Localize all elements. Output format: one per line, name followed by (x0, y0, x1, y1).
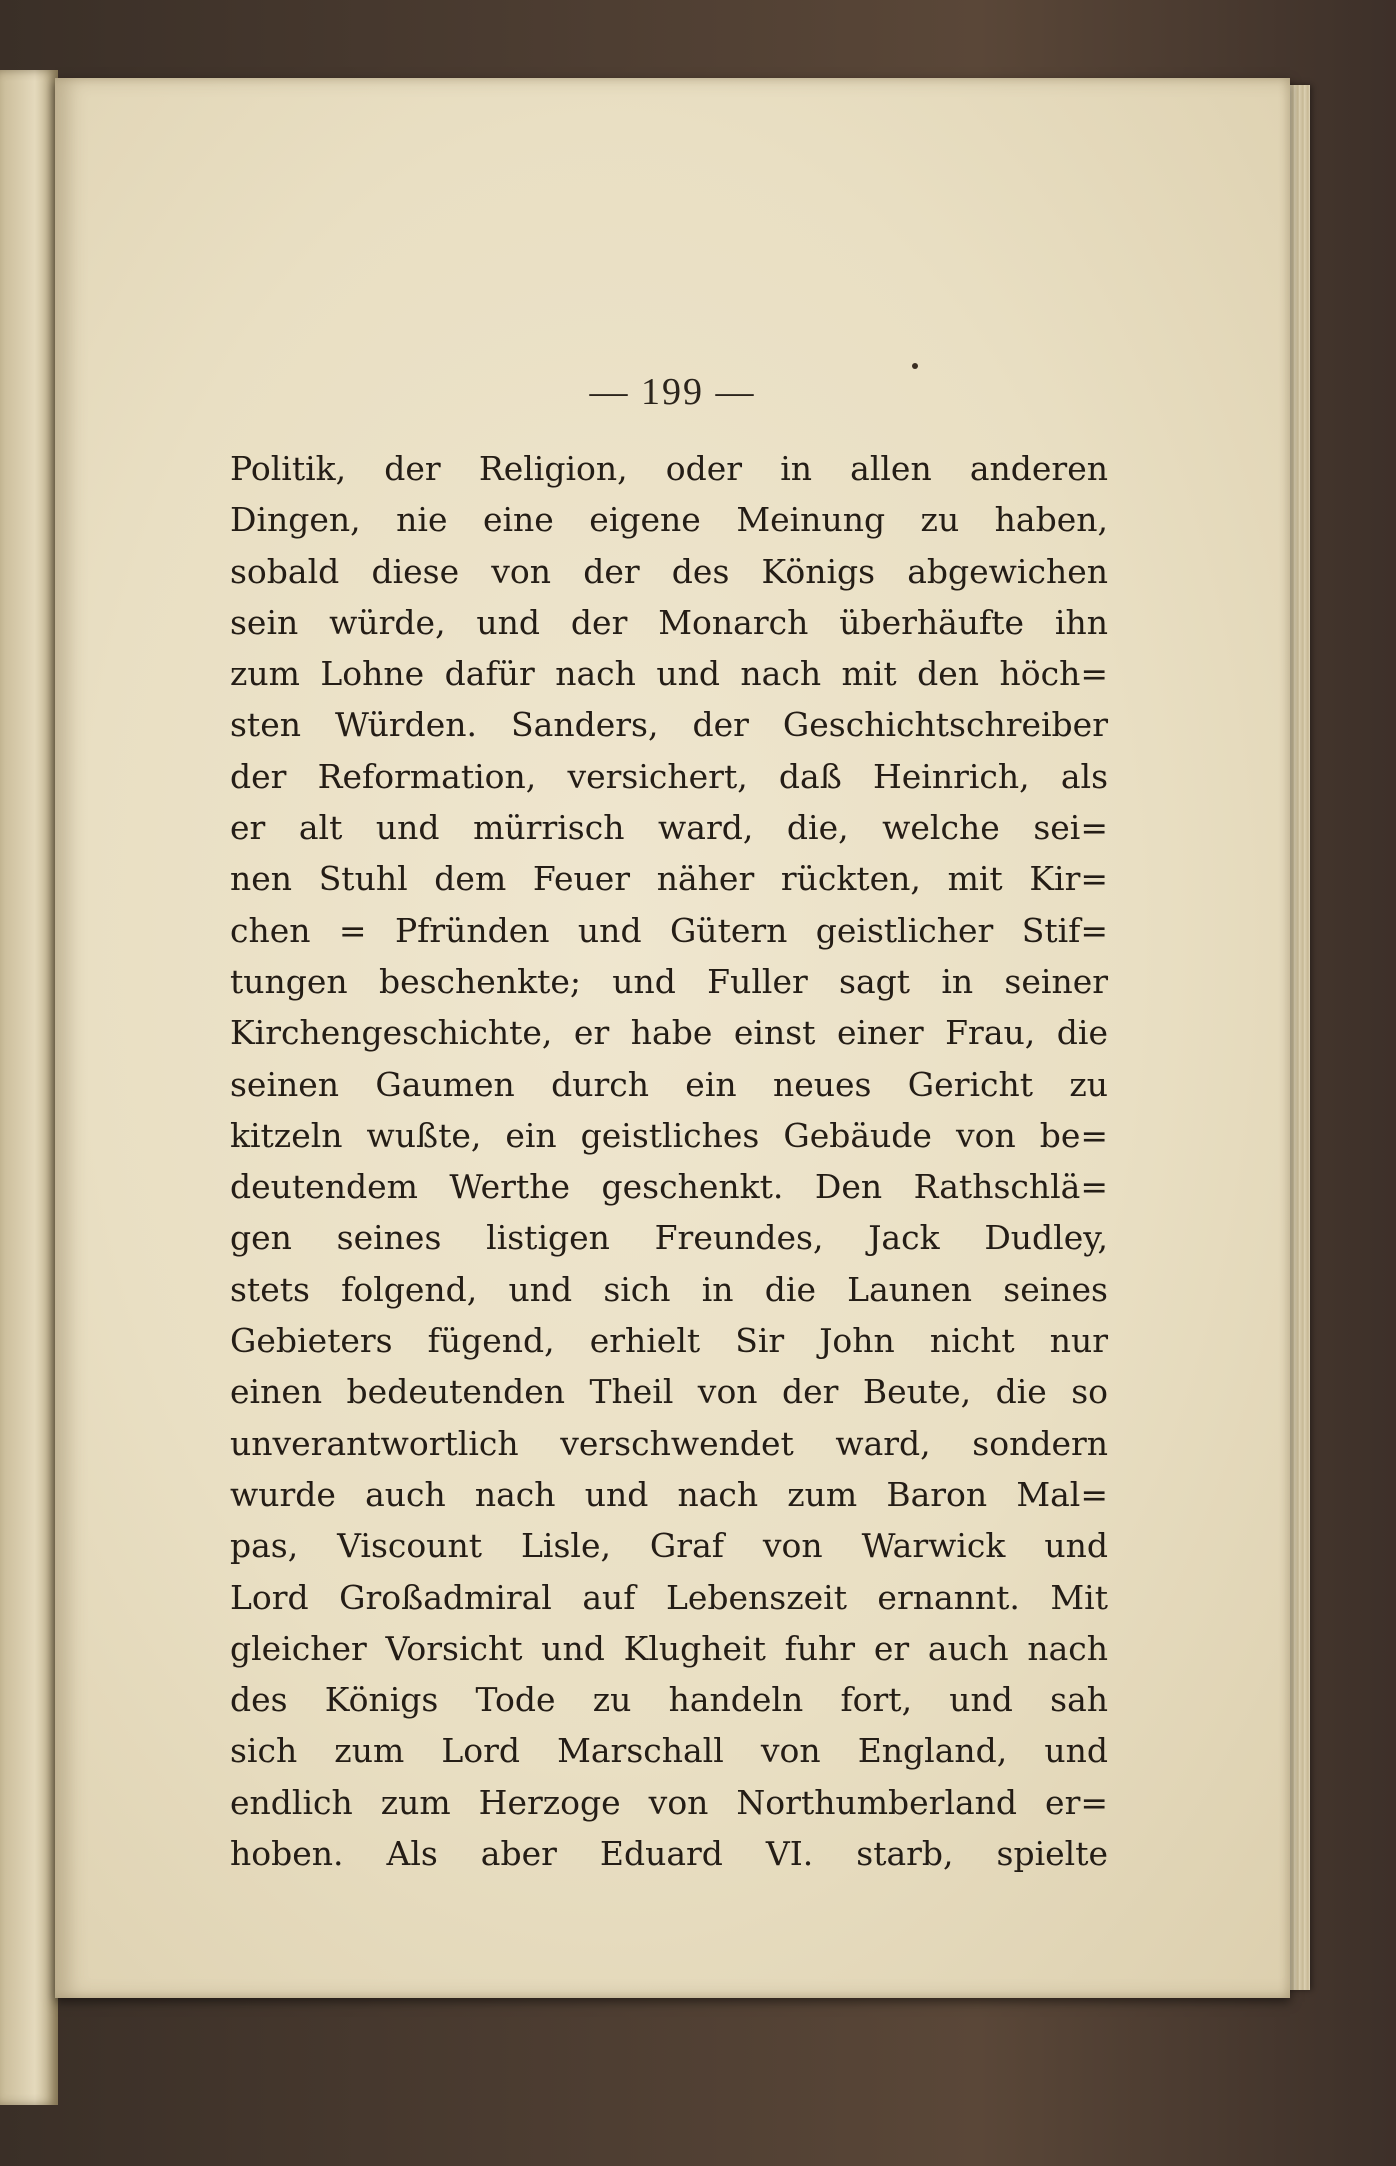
text-line: gleicher Vorsicht und Klugheit fuhr er auch nach (230, 1628, 1108, 1668)
text-line: Dingen, nie eine eigene Meinung zu haben, (230, 500, 1108, 540)
text-line: pas, Viscount Lisle, Graf von Warwick und (230, 1526, 1108, 1566)
ink-dot (912, 363, 918, 369)
text-line: kitzeln wußte, ein geistliches Gebäude von be= (230, 1115, 1108, 1155)
text-line: sten Würden. Sanders, der Geschichtschreiber (230, 705, 1108, 745)
text-line: Gebieters fügend, erhielt Sir John nicht nur (230, 1321, 1108, 1361)
text-line: stets folgend, und sich in die Launen seines (230, 1269, 1108, 1309)
text-line: er alt und mürrisch ward, die, welche sei= (230, 808, 1108, 848)
text-line: deutendem Werthe geschenkt. Den Rathschlä= (230, 1167, 1108, 1207)
text-line: chen = Pfründen und Gütern geistlicher Stif= (230, 910, 1108, 950)
book-page (55, 78, 1290, 1998)
left-page-edge (0, 70, 58, 2105)
text-line: gen seines listigen Freundes, Jack Dudley, (230, 1218, 1108, 1258)
text-line: nen Stuhl dem Feuer näher rückten, mit Kir= (230, 859, 1108, 899)
text-line: seinen Gaumen durch ein neues Gericht zu (230, 1064, 1108, 1104)
text-line: zum Lohne dafür nach und nach mit den höch= (230, 654, 1108, 694)
text-line: sein würde, und der Monarch überhäufte ihn (230, 602, 1108, 642)
text-line: Kirchengeschichte, er habe einst einer Frau, die (230, 1013, 1108, 1053)
text-line: unverantwortlich verschwendet ward, sondern (230, 1423, 1108, 1463)
text-line: des Königs Tode zu handeln fort, und sah (230, 1680, 1108, 1720)
text-line: wurde auch nach und nach zum Baron Mal= (230, 1474, 1108, 1514)
text-line: sich zum Lord Marschall von England, und (230, 1731, 1108, 1771)
text-line: der Reformation, versichert, daß Heinrich, als (230, 756, 1108, 796)
text-line: sobald diese von der des Königs abgewichen (230, 551, 1108, 591)
text-line: tungen beschenkte; und Fuller sagt in seiner (230, 961, 1108, 1001)
text-line: endlich zum Herzoge von Northumberland er= (230, 1782, 1108, 1822)
page-number-header: — 199 — (589, 371, 756, 413)
text-line: Lord Großadmiral auf Lebenszeit ernannt. Mit (230, 1577, 1108, 1617)
text-line: einen bedeutenden Theil von der Beute, die so (230, 1372, 1108, 1412)
text-line: hoben. Als aber Eduard VI. starb, spielte (230, 1834, 1108, 1874)
page-text (230, 443, 1108, 1879)
text-line: Politik, der Religion, oder in allen anderen (230, 449, 1108, 488)
